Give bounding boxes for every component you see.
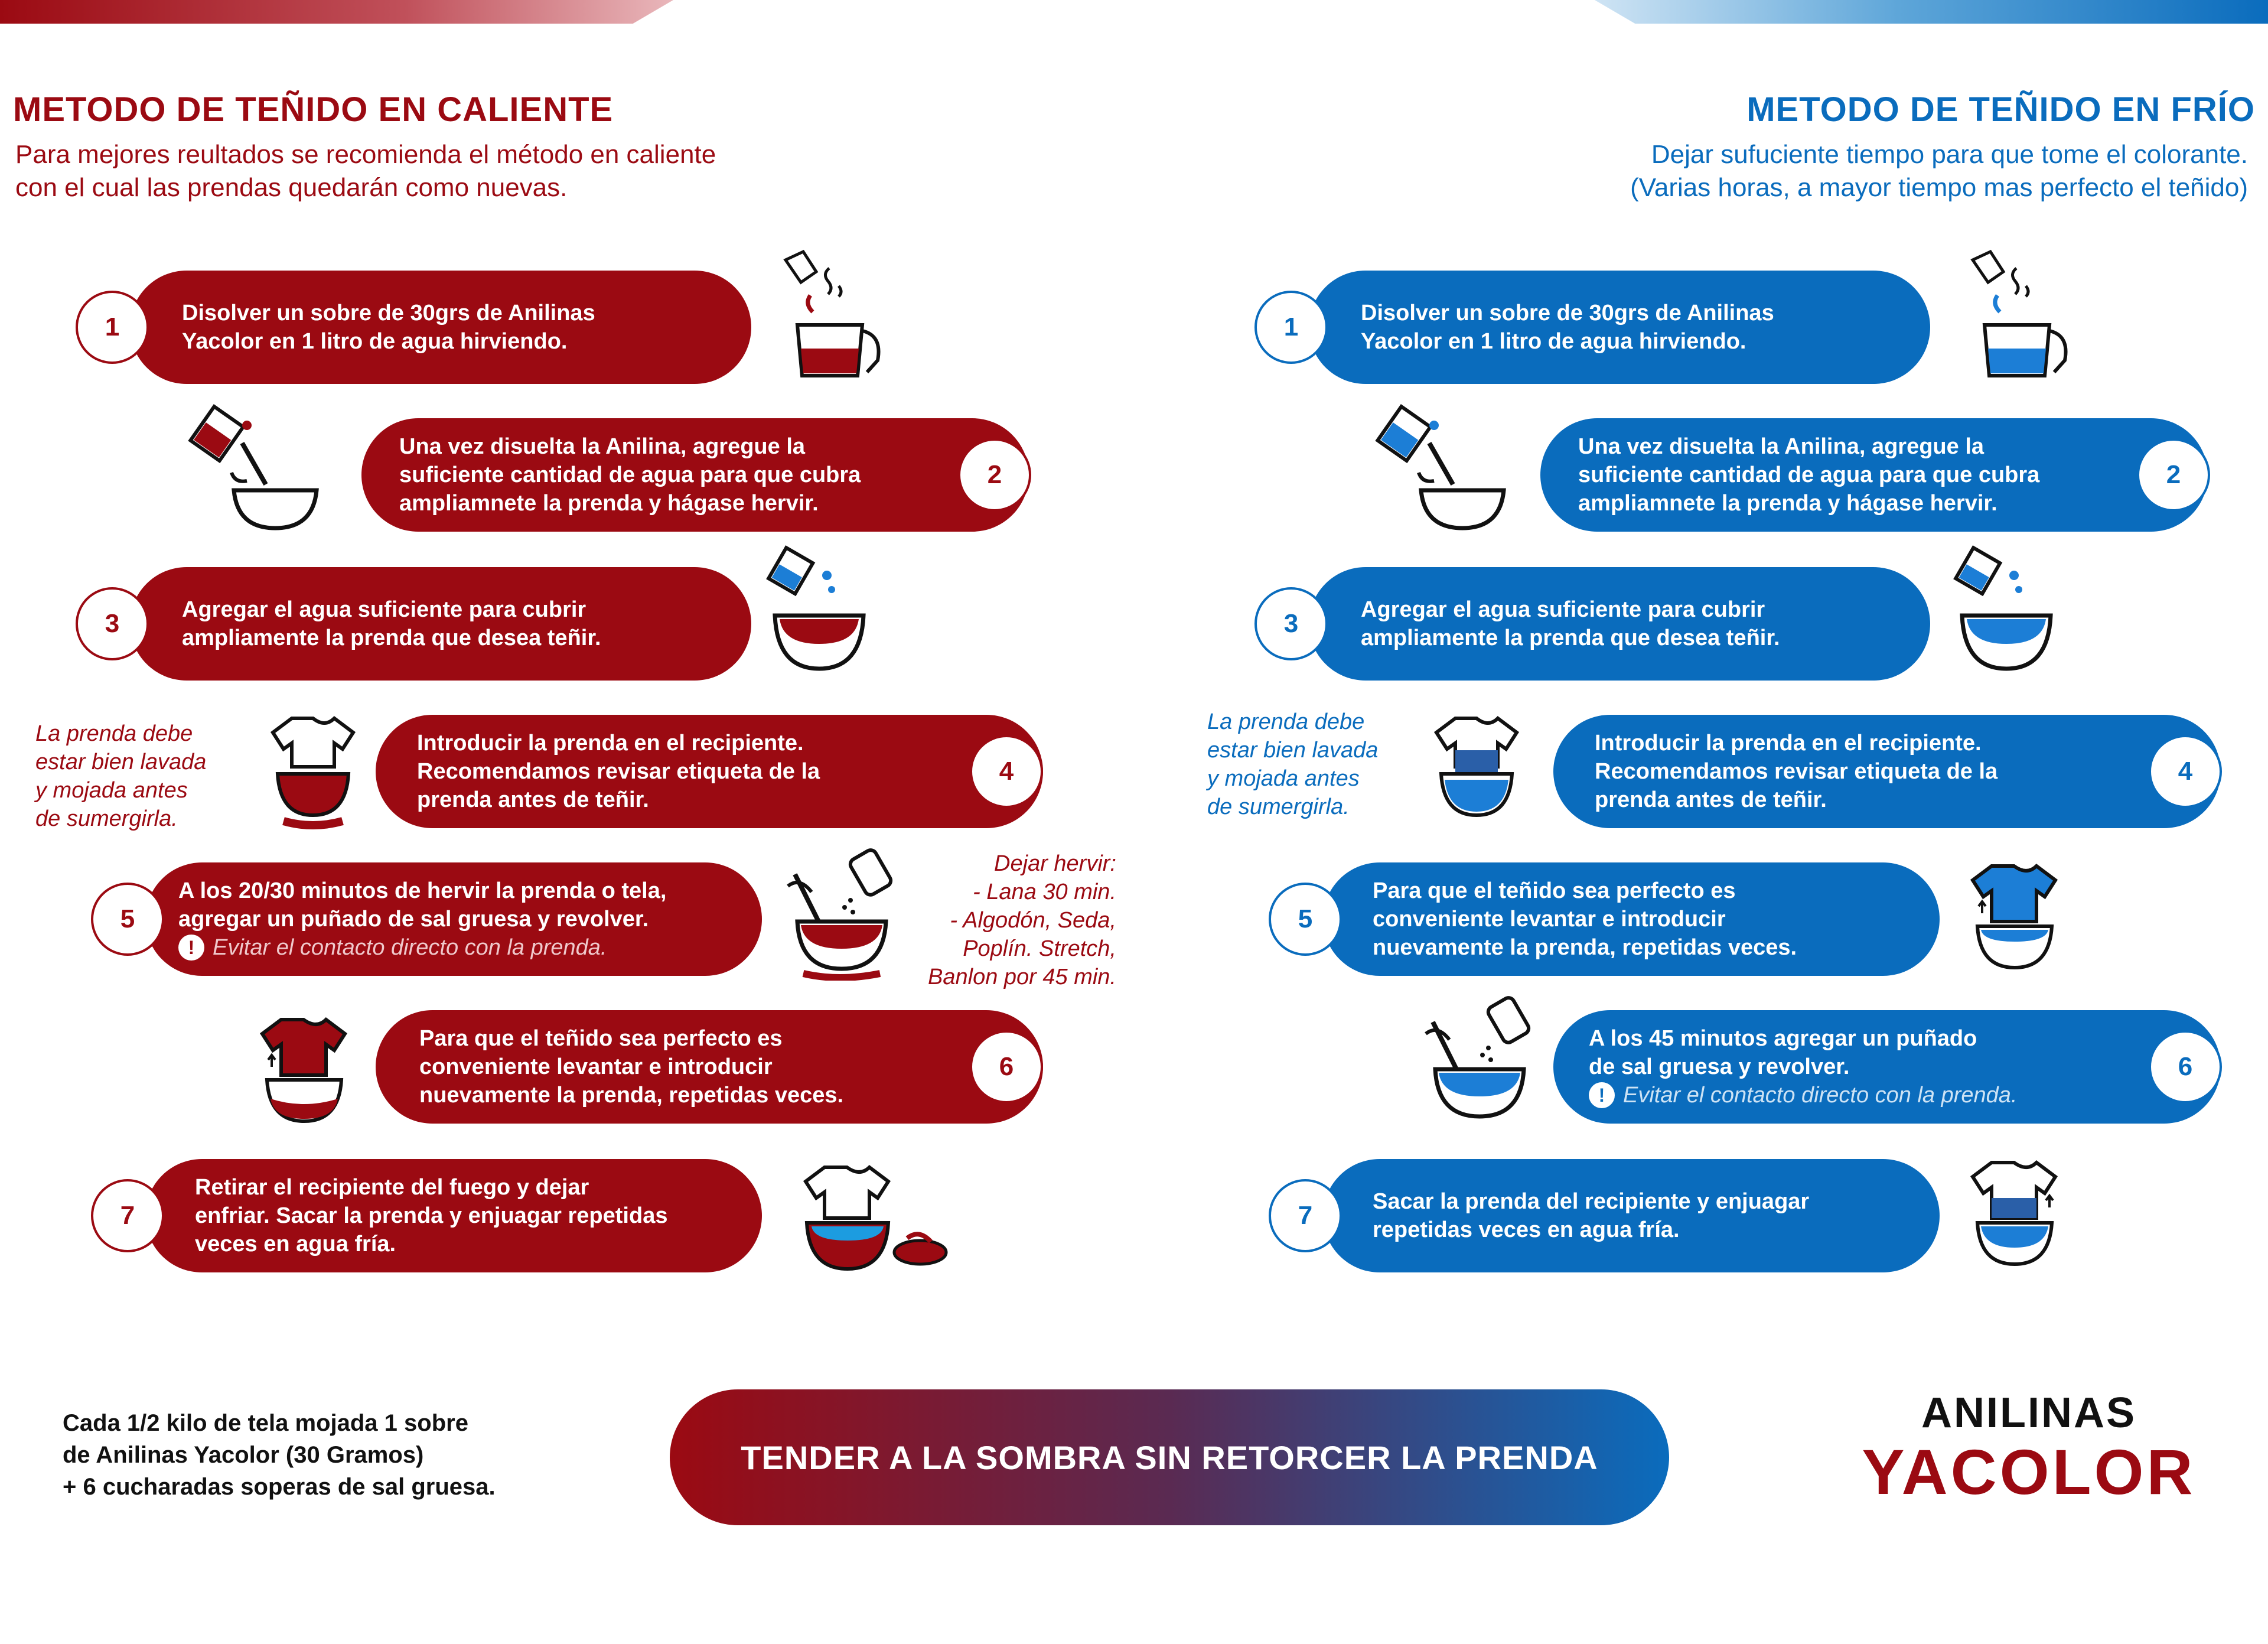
- cold-step-5-number: 5: [1269, 883, 1342, 956]
- hot-step-5: A los 20/30 minutos de hervir la prenda o tela, agregar un puñado de sal gruesa y revolver. ! Evitar el contacto directo con la prenda.: [145, 862, 762, 976]
- hot-step-2-number: 2: [958, 438, 1031, 512]
- warning-icon: !: [1589, 1082, 1615, 1108]
- kettle-icon: [1961, 248, 2073, 384]
- brand-line-2: YACOLOR: [1862, 1436, 2196, 1508]
- hot-step-1: Disolver un sobre de 30grs de Anilinas Yacolor en 1 litro de agua hirviendo.: [130, 271, 751, 384]
- cold-step-4: Introducir la prenda en el recipiente. Recomendamos revisar etiqueta de la prenda antes de teñir.: [1553, 715, 2221, 828]
- shirt-icon: [266, 709, 360, 833]
- top-bar-red: [0, 0, 673, 24]
- hot-boil-note: Dejar hervir: - Lana 30 min. - Algodón, Seda, Poplín. Stretch, Banlon por 45 min.: [928, 851, 1116, 989]
- brand-logo: [1860, 1389, 2197, 1508]
- hot-step-3: Agregar el agua suficiente para cubrir ampliamente la prenda que desea teñir.: [130, 567, 751, 681]
- hot-step-4: Introducir la prenda en el recipiente. Recomendamos revisar etiqueta de la prenda antes de teñir.: [376, 715, 1043, 828]
- hot-step-7: Retirar el recipiente del fuego y dejar enfriar. Sacar la prenda y enjuagar repetidas veces en agua fría.: [145, 1159, 762, 1272]
- hot-step-7-number: 7: [91, 1179, 164, 1252]
- brand-line-1: ANILINAS: [1921, 1389, 2136, 1437]
- hot-step-6: Para que el teñido sea perfecto es conveniente levantar e introducir nuevamente la prenda, repetidas veces.: [376, 1010, 1043, 1124]
- cold-step-6-warning: ! Evitar el contacto directo con la prenda.: [1589, 1081, 2221, 1109]
- bowl-icon: [1949, 543, 2061, 679]
- cold-step-3: Agregar el agua suficiente para cubrir ampliamente la prenda que desea teñir.: [1309, 567, 1930, 681]
- cold-step-1-number: 1: [1254, 291, 1328, 364]
- hot-step-4-number: 4: [970, 735, 1043, 808]
- bowl-icon: [762, 543, 874, 679]
- hot-step-5-number: 5: [91, 883, 164, 956]
- hot-method-subtitle: Para mejores reultados se recomienda el método en caliente con el cual las prendas quedarán como nuevas.: [15, 140, 716, 202]
- warning-icon: !: [178, 935, 204, 961]
- hot-method-title: METODO DE TEÑIDO EN CALIENTE: [13, 90, 614, 129]
- quantity-note: Cada 1/2 kilo de tela mojada 1 sobre de Anilinas Yacolor (30 Gramos) + 6 cucharadas soperas de sal gruesa.: [63, 1410, 496, 1500]
- cold-step-3-number: 3: [1254, 587, 1328, 660]
- top-bar-blue: [1595, 0, 2268, 24]
- shirt-icon: [1429, 709, 1524, 833]
- kettle-icon: [774, 248, 886, 384]
- shirt-rinse-icon: [1964, 1153, 2065, 1271]
- hot-step-5-warning: ! Evitar el contacto directo con la prenda.: [178, 933, 762, 962]
- cold-step-1: Disolver un sobre de 30grs de Anilinas Yacolor en 1 litro de agua hirviendo.: [1309, 271, 1930, 384]
- hot-step-6-number: 6: [970, 1030, 1043, 1103]
- hot-step-3-number: 3: [76, 587, 149, 660]
- cold-step-2-number: 2: [2137, 438, 2210, 512]
- cold-method-subtitle: Dejar sufuciente tiempo para que tome el colorante. (Varias horas, a mayor tiempo mas perfecto el teñido): [1630, 140, 2248, 202]
- hot-wash-note: La prenda debe estar bien lavada y mojada antes de sumergirla.: [35, 721, 207, 831]
- drying-instruction-banner: TENDER A LA SOMBRA SIN RETORCER LA PRENDA: [670, 1389, 1669, 1525]
- hot-step-1-number: 1: [76, 291, 149, 364]
- cold-step-6: A los 45 minutos agregar un puñado de sal gruesa y revolver. ! Evitar el contacto directo con la prenda.: [1553, 1010, 2221, 1124]
- cold-step-7-number: 7: [1269, 1179, 1342, 1252]
- hot-step-2: Una vez disuelta la Anilina, agregue la suficiente cantidad de agua para que cubra ampliamnete la prenda y hágase hervir.: [361, 418, 1029, 532]
- cold-step-2: Una vez disuelta la Anilina, agregue la suficiente cantidad de agua para que cubra ampliamnete la prenda y hágase hervir.: [1540, 418, 2208, 532]
- pour-bowl-icon: [177, 402, 325, 532]
- shirt-rinse-icon: [797, 1158, 951, 1276]
- pour-bowl-icon: [1364, 402, 1512, 532]
- cold-step-7: Sacar la prenda del recipiente y enjuagar repetidas veces en agua fría.: [1323, 1159, 1940, 1272]
- salt-bowl-icon: [1418, 987, 1547, 1128]
- shirt-lift-icon: [254, 1010, 354, 1128]
- cold-step-5: Para que el teñido sea perfecto es conveniente levantar e introducir nuevamente la prenda, repetidas veces.: [1323, 862, 1940, 976]
- cold-step-4-number: 4: [2149, 735, 2222, 808]
- cold-wash-note: La prenda debe estar bien lavada y mojada antes de sumergirla.: [1207, 709, 1379, 819]
- cold-method-title: METODO DE TEÑIDO EN FRÍO: [1746, 90, 2255, 129]
- cold-step-6-number: 6: [2149, 1030, 2222, 1103]
- shirt-lift-icon: [1964, 857, 2065, 975]
